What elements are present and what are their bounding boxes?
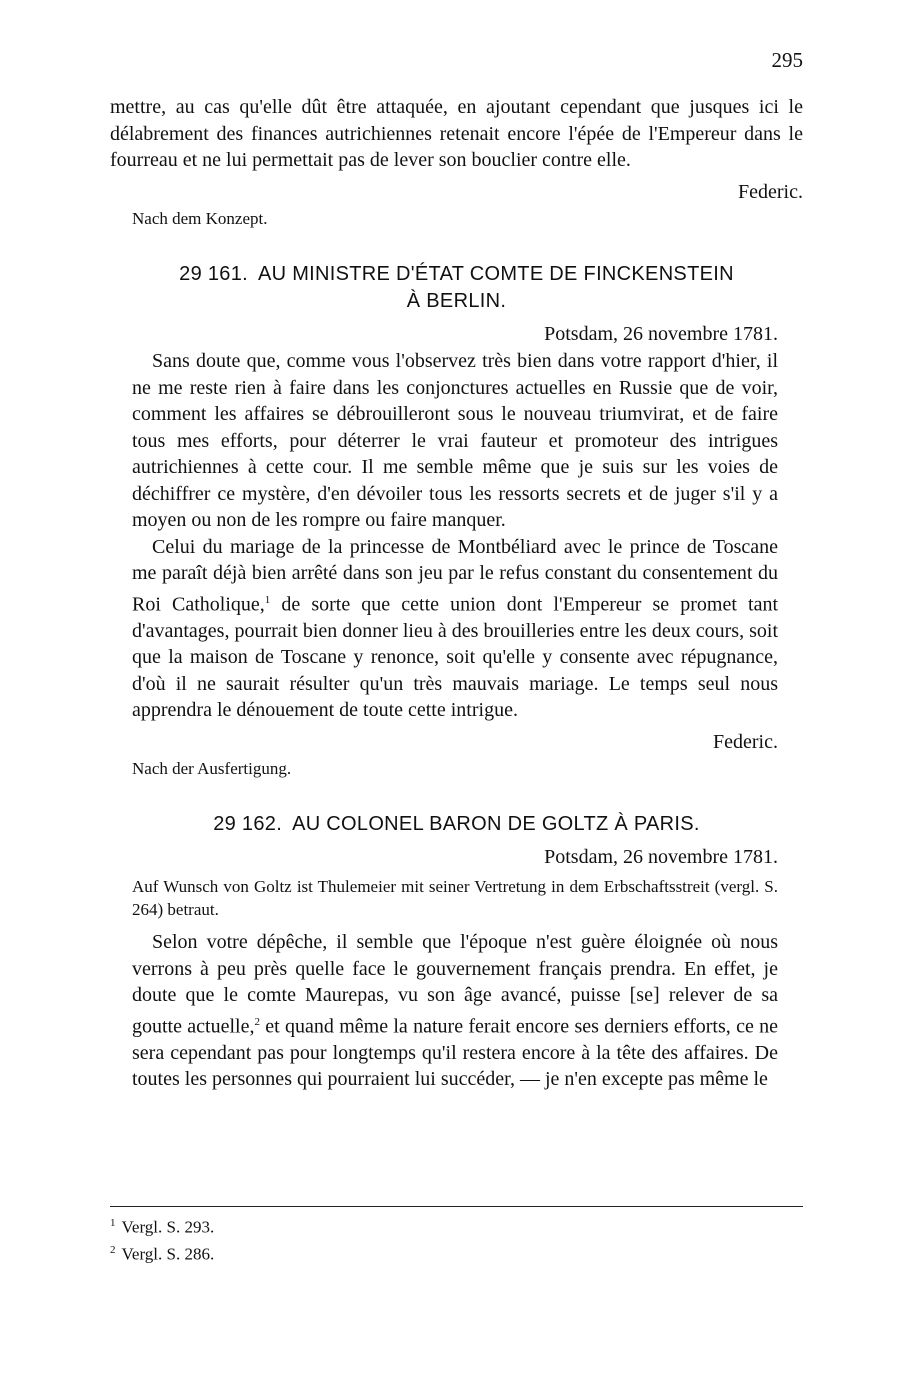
letter-source-note: Nach der Ausfertigung.	[132, 759, 292, 779]
letter-29162	[110, 811, 803, 1093]
letter-summary: Auf Wunsch von Goltz ist Thulemeier mit seiner Vertretung in dem Erbschaftsstreit (vergl. S. 264) betraut.	[132, 877, 778, 920]
letter-body	[110, 875, 803, 1093]
letter-dateline: Potsdam, 26 novembre 1781.	[544, 846, 778, 869]
letter-heading-line1: AU MINISTRE D'ÉTAT COMTE DE FINCKENSTEIN	[257, 263, 734, 285]
letter-paragraph: Sans doute que, comme vous l'observez très bien dans votre rapport d'hier, il ne me reste rien à faire dans les conjonctures actuelles en Russie que de voir, comment les affaires se débrouilleront sous le nouveau triumvirat, et de faire tous mes efforts, pour déterrer le vrai fauteur et promoteur des intrigues autrichiennes à cette cour. Il me semble même que je suis sur les voies de déchiffrer ce mystère, d'en dévoiler tous les ressorts secrets et de juger s'il y a moyen ou non de les rompre ou faire manquer.	[132, 350, 778, 531]
document-page	[110, 40, 803, 1093]
letter-heading	[110, 811, 803, 838]
footnote-text: Vergl. S. 286.	[121, 1244, 215, 1264]
letter-heading-line1: AU COLONEL BARON DE GOLTZ À PARIS.	[292, 813, 700, 836]
letter-paragraphs	[110, 929, 778, 1093]
footnote-reference: 1	[264, 593, 271, 606]
footnote-item	[110, 1212, 803, 1239]
paragraph-text: Selon votre dépêche, il semble que l'époque n'est guère éloignée où nous verrons à peu près quelle face le gouvernement français prendra. En effet, je doute que le comte Maurepas, vu son âge avancé, puisse [se] relever de sa goutte actuelle,	[132, 931, 778, 1038]
opening-paragraph: mettre, au cas qu'elle dût être attaquée, en ajoutant cependant que jusques ici le délabrement des finances autrichiennes retenait encore l'épée de l'Empereur dans le fourreau et ne lui permettait pas de lever son bouclier contre elle.	[110, 96, 803, 171]
letter-paragraph	[132, 929, 778, 1093]
opening-signature: Federic.	[738, 180, 803, 203]
footnote-divider	[110, 1206, 803, 1207]
footnote-reference: 2	[254, 1015, 260, 1028]
footnote-mark: 2	[110, 1243, 116, 1256]
paragraph-text: et quand même la nature ferait encore ses derniers efforts, ce ne sera cependant pas pour longtemps qu'il restera encore à la tête des affaires. De toutes les personnes qui pourraient lui succéder, — je n'en excepte pas même le	[132, 1015, 779, 1091]
footnote-mark: 1	[110, 1217, 116, 1229]
letter-heading	[110, 261, 803, 315]
letter-signature: Federic.	[713, 730, 778, 753]
letter-number: 29 161.	[179, 263, 248, 285]
footnote-item	[110, 1239, 803, 1266]
letter-29161	[110, 261, 803, 781]
letter-paragraph	[132, 534, 778, 724]
page-number: 295	[771, 48, 803, 72]
footnotes	[110, 1212, 803, 1265]
paragraph-text: Celui du mariage de la princesse de Montbéliard avec le prince de Toscane me paraît déjà bien arrêté dans son jeu par le refus constant du consentement du Roi Catholique,	[132, 535, 778, 616]
letter-heading-line2: À BERLIN.	[406, 290, 507, 312]
footnote-text: Vergl. S. 293.	[121, 1217, 215, 1237]
letter-body	[110, 348, 803, 724]
letter-dateline: Potsdam, 26 novembre 1781.	[544, 323, 778, 345]
opening-source-note: Nach dem Konzept.	[132, 209, 268, 228]
paragraph-text: de sorte que cette union dont l'Empereur se promet tant d'avantages, pourrait bien donner lieu à des brouilleries entre les deux cours, soit que la maison de Toscane y renonce, soit qu'elle y consente avec répugnance, d'où il ne saurait résulter qu'un très mauvais mariage. Le temps seul nous apprendra le dénouement de toute cette intrigue.	[132, 593, 778, 722]
letter-number: 29 162.	[213, 813, 283, 836]
